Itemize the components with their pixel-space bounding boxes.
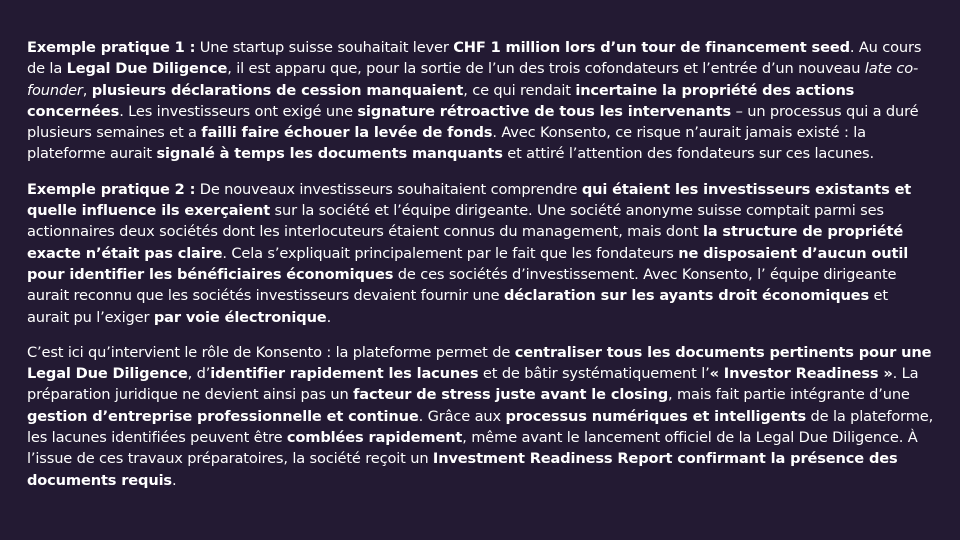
- bold-text-segment: Exemple pratique 1 :: [27, 39, 196, 56]
- bold-text-segment: signature rétroactive de tous les intervenants: [357, 102, 732, 120]
- bold-text-segment: la structure de propriété exacte n’était pas claire: [27, 223, 904, 262]
- text-segment: Une startup suisse souhaitait lever: [195, 39, 454, 56]
- text-segment: , ce qui rendait: [463, 81, 576, 99]
- bold-text-segment: centraliser tous les documents pertinents pour une Legal Due Diligence: [27, 343, 932, 383]
- text-segment: . La préparation juridique ne devient ainsi pas un: [27, 365, 919, 404]
- text-segment: – un processus qui a duré plusieurs semaines et a: [27, 102, 919, 142]
- text-segment: et attiré l’attention des fondateurs sur ces lacunes.: [502, 145, 874, 163]
- bold-text-segment: qui étaient les investisseurs existants et quelle influence ils exerçaient: [27, 180, 912, 220]
- text-segment: de ces sociétés d’investissement. Avec Konsento, l’ équipe dirigeante aurait reconnu que les sociétés investisseurs devaient fournir une: [27, 265, 897, 305]
- paragraph-example-1: [27, 37, 934, 165]
- bold-text-segment: signalé à temps les documents manquants: [156, 145, 503, 163]
- bold-text-segment: déclaration sur les ayants droit économiques: [504, 287, 870, 305]
- text-segment: ,: [82, 81, 92, 99]
- bold-text-segment: « Investor Readiness »: [709, 365, 893, 383]
- bold-text-segment: failli faire échouer la levée de fonds: [201, 124, 493, 142]
- bold-text-segment: identifier rapidement les lacunes: [210, 365, 479, 383]
- text-segment: de la plateforme, les lacunes identifiées peuvent être: [27, 407, 934, 447]
- bold-text-segment: incertaine la propriété des actions concernées: [27, 81, 855, 120]
- italic-text-segment: late co-founder: [27, 60, 919, 99]
- text-segment: , mais fait partie intégrante d’une: [668, 386, 910, 404]
- text-segment: . Avec Konsento, ce risque n’aurait jamais existé : la plateforme aurait: [27, 124, 866, 163]
- bold-text-segment: gestion d’entreprise professionnelle et continue: [27, 407, 419, 425]
- text-segment: , il est apparu que, pour la sortie de l’un des trois cofondateurs et l’entrée d’un nouveau: [227, 60, 865, 78]
- bold-text-segment: Exemple pratique 2 :: [27, 180, 196, 198]
- text-segment: . Les investisseurs ont exigé une: [119, 102, 358, 120]
- bold-text-segment: Investment Readiness Report confirmant la présence des documents requis: [27, 450, 898, 489]
- text-segment: .: [171, 471, 177, 489]
- text-segment: . Au cours de la: [27, 39, 922, 78]
- text-segment: et de bâtir systématiquement l’: [478, 365, 710, 383]
- text-segment: , même avant le lancement officiel de la Legal Due Diligence. À l’issue de ces travaux préparatoires, la société reçoit un: [27, 429, 918, 468]
- bold-text-segment: processus numériques et intelligents: [505, 407, 807, 425]
- paragraph-example-2: [27, 179, 934, 328]
- text-segment: .: [326, 308, 332, 326]
- bold-text-segment: comblées rapidement: [286, 429, 463, 447]
- text-segment: et aurait pu l’exiger: [27, 287, 888, 326]
- bold-text-segment: plusieurs déclarations de cession manquaient: [91, 81, 464, 99]
- bold-text-segment: Legal Due Diligence: [66, 60, 228, 78]
- text-segment: sur la société et l’équipe dirigeante. Une société anonyme suisse comptait parmi ses actionnaires deux sociétés dont les interlocuteurs étaient connus du management, mais dont: [27, 202, 884, 241]
- bold-text-segment: facteur de stress juste avant le closing: [353, 386, 668, 404]
- paragraph-konsento-role: [27, 342, 934, 491]
- text-segment: De nouveaux investisseurs souhaitaient comprendre: [195, 180, 582, 198]
- bold-text-segment: CHF 1 million lors d’un tour de financement seed: [453, 39, 850, 56]
- text-segment: , d’: [187, 365, 211, 383]
- bold-text-segment: ne disposaient d’aucun outil pour identifier les bénéficiaires économiques: [27, 244, 909, 283]
- text-segment: C’est ici qu’intervient le rôle de Konsento : la plateforme permet de: [27, 343, 515, 361]
- text-segment: . Cela s’expliquait principalement par le fait que les fondateurs: [222, 244, 679, 262]
- text-segment: . Grâce aux: [418, 407, 506, 425]
- bold-text-segment: par voie électronique: [153, 308, 327, 326]
